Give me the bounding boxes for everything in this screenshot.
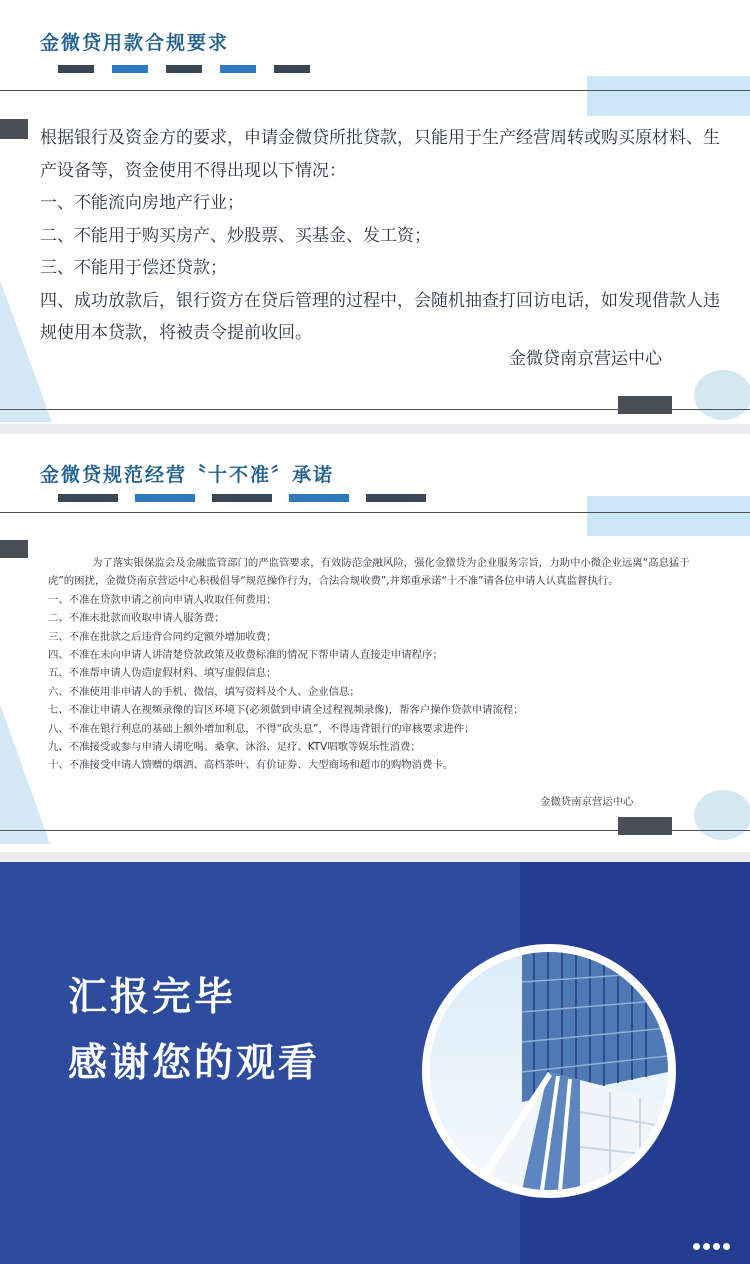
decor-light-block: [587, 496, 750, 536]
title-decoration-bars: [58, 65, 328, 73]
dot: [693, 1243, 700, 1250]
decor-bar: [58, 65, 94, 73]
requirement-item: 四、成功放款后，银行资方在贷后管理的过程中，会随机抽查打回访电话，如发现借款人违规使用本贷款，将被责令提前收回。: [40, 290, 720, 343]
decor-dark-block: [618, 396, 672, 414]
decor-light-block: [587, 76, 750, 116]
title-decoration-bars: [58, 494, 444, 502]
decor-bar: [212, 494, 272, 502]
dot: [713, 1243, 720, 1250]
decor-bar: [58, 494, 118, 502]
decor-bar: [220, 65, 256, 73]
slide-compliance-requirements: [0, 0, 750, 424]
signature: 金微贷南京营运中心: [540, 796, 634, 808]
decor-dark-tab: [0, 119, 28, 139]
prohibition-item: 五、不准帮申请人伪造虚假材料、填写虚假信息；: [48, 667, 277, 680]
intro-paragraph: 根据银行及资金方的要求，申请金微贷所批贷款，只能用于生产经营周转或购买原材料、生产设备等，资金使用不得出现以下情况：: [40, 128, 720, 181]
closing-line-2: 感谢您的观看: [68, 1041, 321, 1086]
divider-top: [0, 512, 750, 513]
prohibition-item: 四、不准在未向申请人讲清楚贷款政策及收费标准的情况下帮申请人直接走申请程序；: [48, 649, 443, 662]
slide-title: 金微贷用款合规要求: [40, 32, 230, 54]
divider-top: [0, 90, 750, 91]
decor-bar: [274, 65, 310, 73]
closing-line-1: 汇报完毕: [68, 975, 237, 1020]
prohibition-item: 一、不准在贷款申请之前向申请人收取任何费用；: [48, 593, 277, 606]
requirement-item: 三、不能用于偿还贷款；: [40, 258, 227, 278]
requirement-item: 二、不能用于购买房产、炒股票、买基金、发工资；: [40, 225, 431, 246]
slide-ten-prohibitions: [0, 434, 750, 852]
decor-bar: [166, 65, 202, 73]
prohibition-item: 六、不准使用非申请人的手机、微信，填写资料及个人、企业信息；: [48, 685, 360, 698]
more-dots-icon: [690, 1243, 730, 1250]
decor-circle: [694, 790, 750, 840]
slide-thank-you: [0, 862, 750, 1264]
decor-bar: [289, 494, 349, 502]
dot: [703, 1243, 710, 1250]
decor-bar: [366, 494, 426, 502]
signature: 金微贷南京营运中心: [509, 349, 662, 369]
intro-paragraph: 为了落实银保监会及金融监管部门的严监管要求，有效防范金融风险，强化金微贷为企业服务宗旨，力助中小微企业远离“高息猛于虎”的困扰，金微贷南京营运中心积极倡导“规范操作行为，合法合规收费”,并郑重承诺“十不准”请各位申请人认真监督执行。: [48, 557, 690, 588]
prohibition-item: 九、不准接受或参与申请人请吃喝、桑拿、沐浴、足疗、KTV唱歌等娱乐性消费；: [48, 741, 421, 754]
requirement-item: 一、不能流向房地产行业；: [40, 193, 244, 213]
decor-bar: [135, 494, 195, 502]
dot: [723, 1243, 730, 1250]
decor-dark-block: [618, 817, 672, 835]
decor-circle: [694, 370, 750, 420]
prohibition-item: 三、不准在批款之后违背合同约定额外增加收费；: [48, 630, 277, 643]
decor-dark-tab: [0, 540, 28, 558]
decor-bar: [112, 65, 148, 73]
prohibitions-text: [48, 554, 708, 775]
building-photo: [422, 944, 676, 1198]
prohibition-item: 七、不准让申请人在视频录像的盲区环境下(必须做到申请全过程视频录像)，帮客户操作贷款申请流程；: [48, 704, 524, 717]
slide-title: 金微贷规范经营〝十不准〞承诺: [40, 464, 335, 486]
requirements-text: [40, 122, 730, 350]
prohibition-item: 十、不准接受申请人馈赠的烟酒、高档茶叶、有价证券、大型商场和超市的购物消费卡。: [48, 759, 454, 772]
prohibition-item: 二、不准未批款而收取申请人服务费；: [48, 612, 225, 625]
prohibition-item: 八、不准在银行利息的基础上额外增加利息，不得“砍头息”，不得违背银行的审核要求进件；: [48, 722, 475, 735]
decor-triangle: [0, 704, 50, 844]
building-illustration: [430, 952, 668, 1190]
